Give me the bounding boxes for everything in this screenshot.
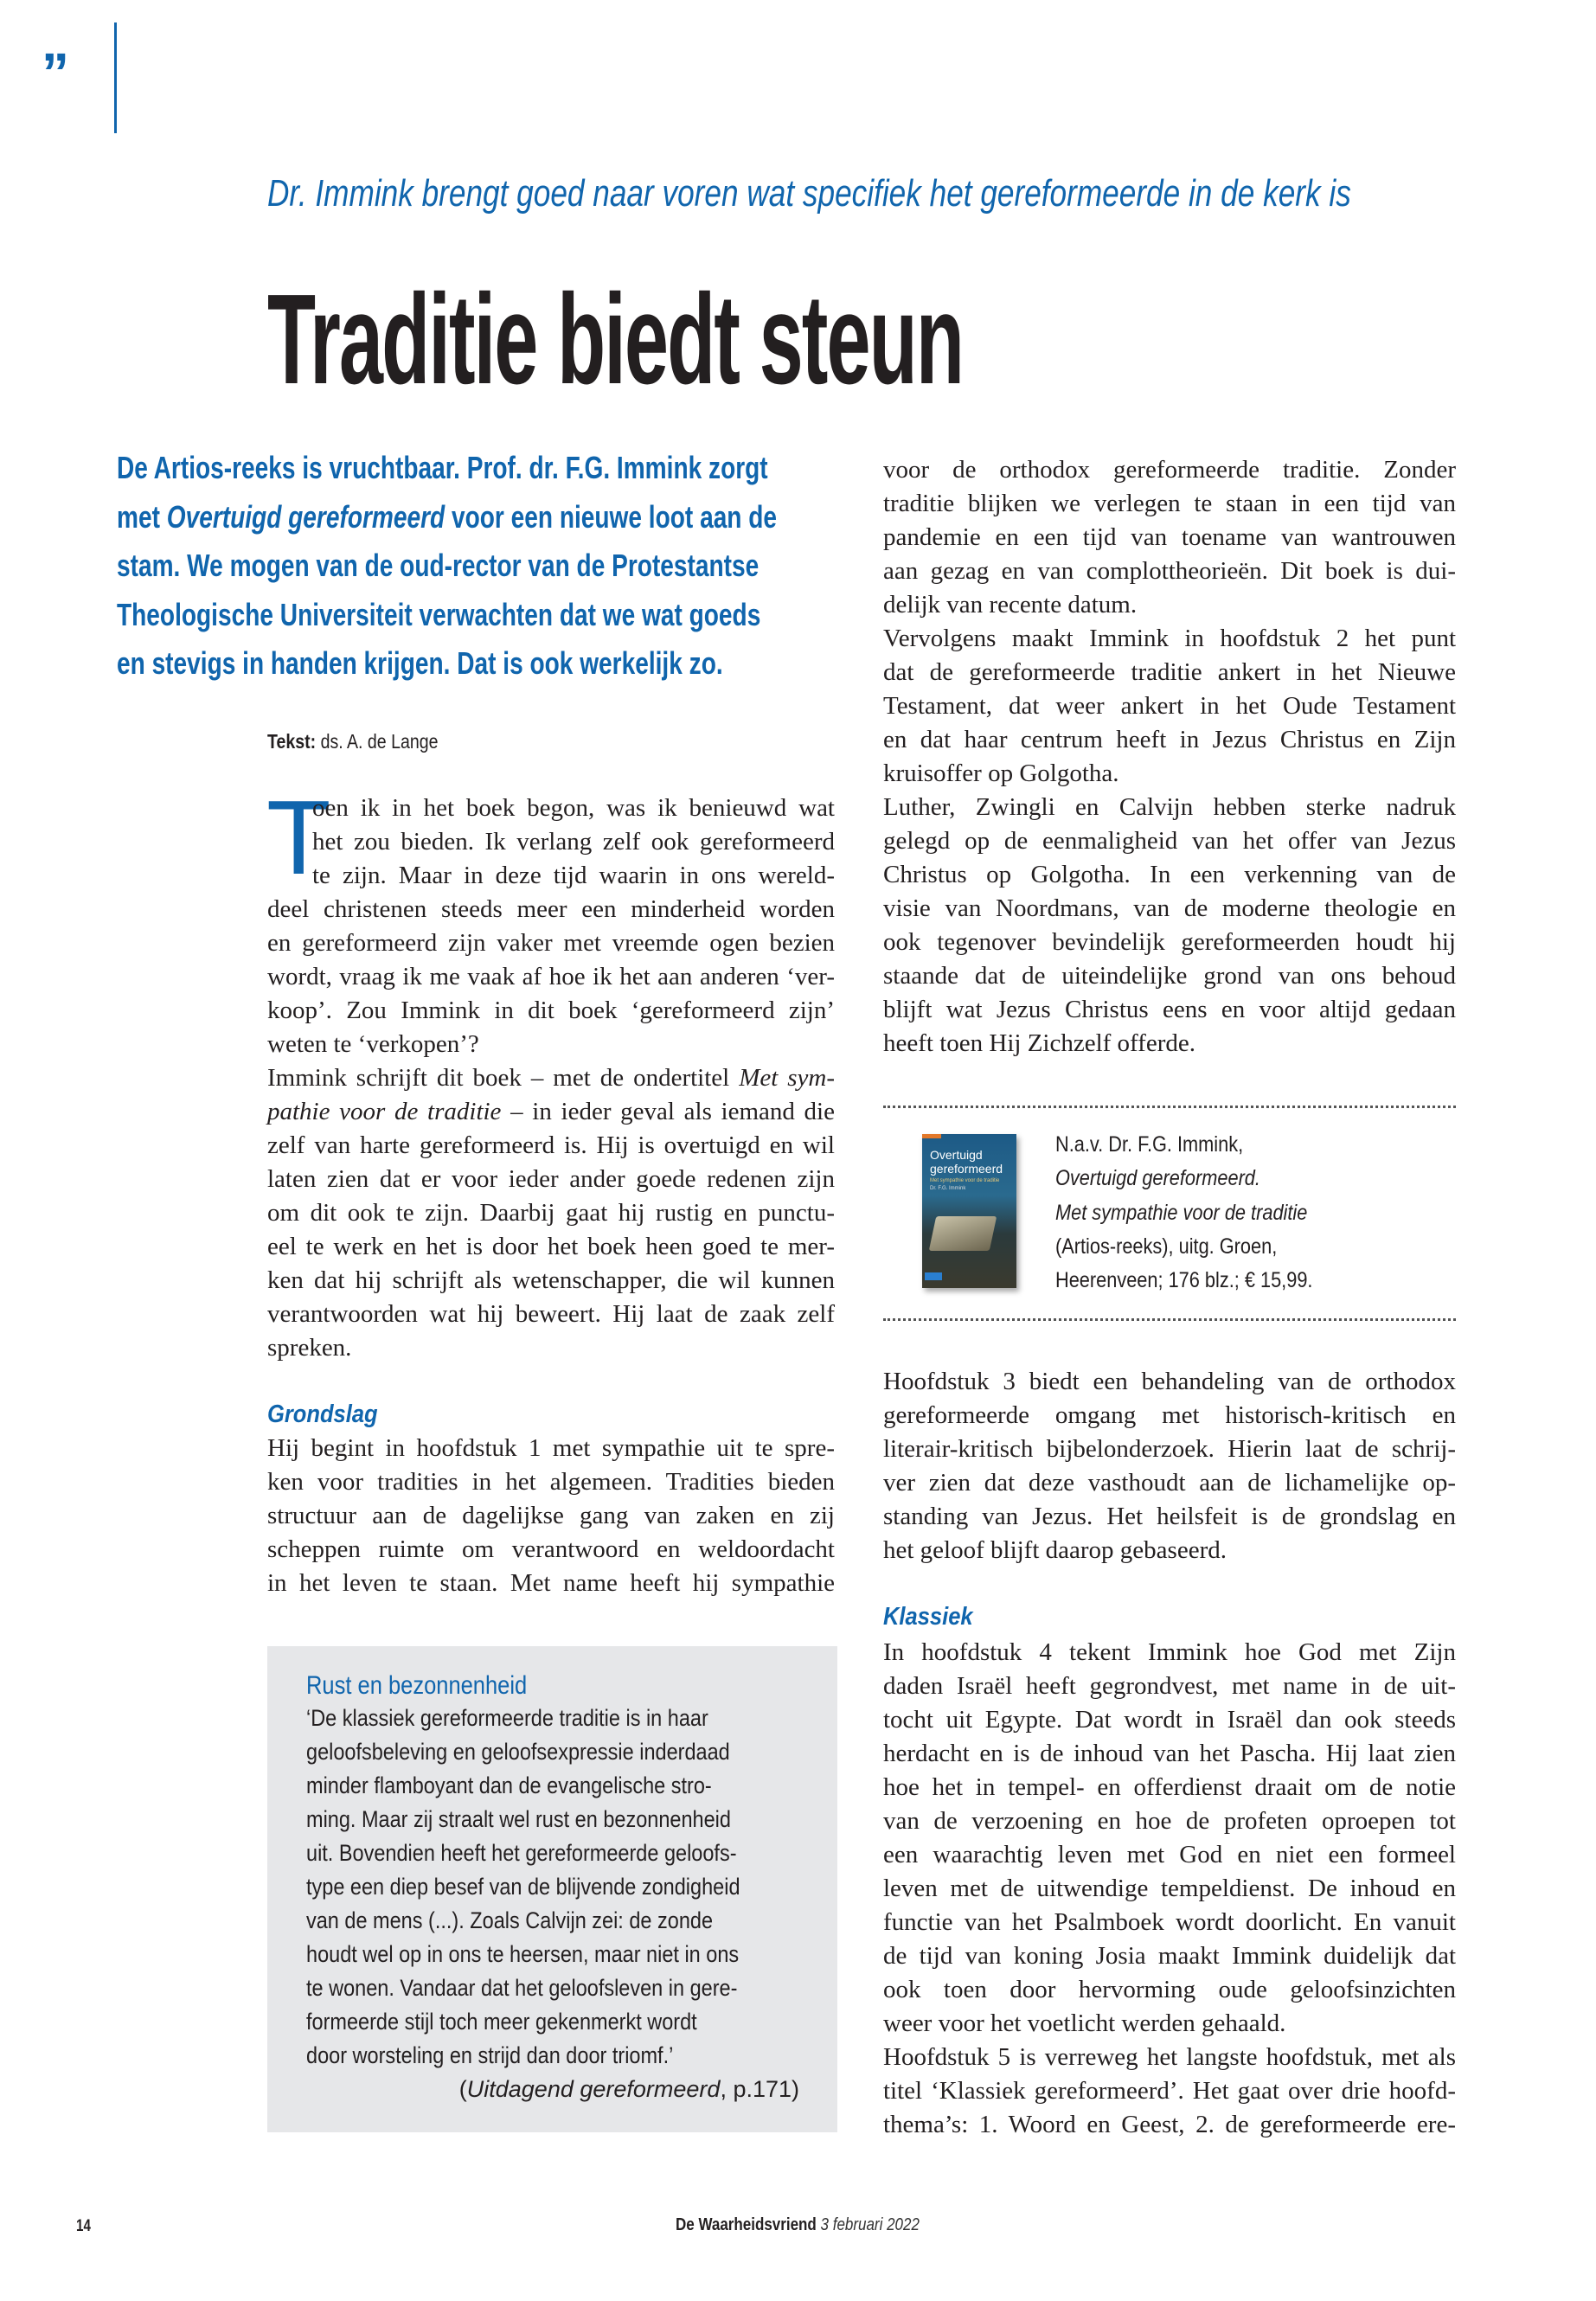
book-cover-image: [922, 1134, 1016, 1288]
text-line: dat de gereformeerde traditie ankert in het Nieuwe: [883, 658, 1456, 686]
byline-label: Tekst:: [267, 730, 317, 753]
paragraph: [883, 622, 1456, 791]
text-line: Luther, Zwingli en Calvijn hebben sterke nadruk: [883, 793, 1456, 821]
paragraph: [883, 2041, 1456, 2142]
text-line: minder flamboyant dan de evangelische stro-: [306, 1772, 712, 1798]
book-info-subtitle: Met sympathie voor de traditie: [1055, 1200, 1308, 1225]
paragraph: [883, 1636, 1456, 2041]
text-line: ook tegenover bevindelijk gereformeerden houdt hij: [883, 928, 1456, 956]
text-line: Testament, dat weer ankert in het Oude Testament: [883, 692, 1456, 720]
text-line: aan gezag en van complottheorieën. Dit boek is dui-: [883, 557, 1456, 585]
text-line: ken dat hij schrijft als wetenschapper, die wil kunnen: [267, 1266, 835, 1294]
quote-mark-icon: ”: [42, 42, 69, 104]
text-line: ‘De klassiek gereformeerde traditie is in haar: [306, 1705, 708, 1731]
paragraph: [267, 1432, 835, 1600]
text-line: om dit ook te zijn. Daarbij gaat hij rustig en punctu-: [267, 1199, 835, 1227]
right-column-body-2: [883, 1365, 1456, 1567]
text-line: ook toen door hervorming oude geloofsinzichten: [883, 1976, 1456, 2003]
text-line: Hij begint in hoofdstuk 1 met sympathie uit te spre-: [267, 1434, 835, 1462]
pull-quote-heading: Rust en bezonnenheid: [306, 1671, 528, 1700]
paragraph: [266, 779, 835, 1061]
text-line: visie van Noordmans, van de moderne theologie en: [883, 894, 1456, 922]
text-line: het zou bieden. Ik verlang zelf ook gereformeerd: [312, 828, 835, 856]
byline: [267, 728, 438, 754]
publication-date: 3 februari 2022: [820, 2215, 920, 2234]
text-line: Immink schrijft dit boek – met de ondertitel Met sym-: [267, 1064, 835, 1092]
text-line: koop’. Zou Immink in dit boek ‘gereformeerd zijn’: [267, 997, 835, 1024]
text-line: blijft wat Jezus Christus eens en voor altijd gedaan: [883, 996, 1456, 1023]
text-line: in het leven te staan. Met name heeft hij sympathie: [267, 1569, 835, 1597]
text-line: oen ik in het boek begon, was ik benieuwd wat: [312, 794, 835, 822]
paragraph: [267, 1061, 835, 1365]
grondslag-body: [267, 1432, 835, 1600]
text-line: Hoofdstuk 3 biedt een behandeling van de orthodox: [883, 1368, 1456, 1395]
text-line: scheppen ruimte om verantwoord en weldoordacht: [267, 1535, 835, 1563]
text-line: functie van het Psalmboek wordt doorlicht. En vanuit: [883, 1908, 1456, 1936]
footer-publication: [676, 2215, 920, 2235]
paragraph: [883, 1365, 1456, 1567]
book-info-author: N.a.v. Dr. F.G. Immink,: [1055, 1132, 1244, 1157]
section-heading-klassiek: Klassiek: [883, 1603, 973, 1631]
publication-name: De Waarheidsvriend: [676, 2215, 817, 2234]
decorative-rule: [114, 22, 117, 133]
text-line: van de verzoening en hoe de profeten oproepen tot: [883, 1807, 1456, 1835]
bible-illustration: [929, 1216, 997, 1251]
publisher-logo: [925, 1272, 942, 1280]
text-line: stam. We mogen van de oud-rector van de Protestantse: [117, 548, 760, 583]
text-line: en dat haar centrum heeft in Jezus Christus en Zijn: [883, 726, 1456, 753]
text-line: weer voor het voetlicht werden gehaald.: [883, 2009, 1286, 2037]
text-line: pathie voor de traditie – in ieder geval als iemand die: [267, 1098, 835, 1125]
page-number: 14: [76, 2217, 91, 2235]
text-line: te zijn. Maar in deze tijd waarin in ons wereld-: [312, 862, 835, 889]
text-line: thema’s: 1. Woord en Geest, 2. de gereformeerde ere-: [883, 2111, 1456, 2138]
book-info-publisher: (Artios-reeks), uitg. Groen,: [1055, 1234, 1278, 1259]
text-line: spreken.: [267, 1334, 352, 1362]
text-line: door worsteling en strijd dan door triomf.’: [306, 2042, 674, 2068]
paragraph: [883, 791, 1456, 1061]
klassiek-body: [883, 1636, 1456, 2142]
text-line: deel christenen steeds meer een minderheid worden: [267, 895, 835, 923]
text-line: Hoofdstuk 5 is verreweg het langste hoofdstuk, met als: [883, 2043, 1456, 2071]
italic-text: Met sym-: [739, 1064, 835, 1092]
text-line: In hoofdstuk 4 tekent Immink hoe God met Zijn: [883, 1638, 1456, 1666]
text-line: laten zien dat er voor ieder ander goede redenen zijn: [267, 1165, 835, 1193]
text-line: een waarachtig leven met God en niet een formeel: [883, 1841, 1456, 1868]
book-info: [1055, 1128, 1312, 1298]
source-open: (: [458, 2076, 467, 2102]
text-line: wordt, vraag ik me vaak af hoe ik het aan anderen ‘ver-: [267, 963, 835, 990]
left-column-body: [266, 779, 835, 1365]
text-line: heeft toen Hij Zichzelf offerde.: [883, 1029, 1195, 1057]
text-line: gereformeerde omgang met historisch-kritisch en: [883, 1401, 1456, 1429]
italic-text: Overtuigd gereformeerd: [166, 498, 445, 535]
book-info-title: Overtuigd gereformeerd.: [1055, 1166, 1260, 1191]
text-line: tocht uit Egypte. Dat wordt in Israël dan ook steeds: [883, 1706, 1456, 1734]
text-line: en gereformeerd zijn vaker met vreemde ogen bezien: [267, 929, 835, 957]
pull-quote-source: [306, 2073, 799, 2106]
text-line: titel ‘Klassiek gereformeerd’. Het gaat over drie hoofd-: [883, 2077, 1456, 2105]
text-line: het geloof blijft daarop gebaseerd.: [883, 1536, 1227, 1564]
book-info-details: Heerenveen; 176 blz.; € 15,99.: [1055, 1268, 1313, 1293]
text-line: ming. Maar zij straalt wel rust en bezonnenheid: [306, 1806, 731, 1832]
text-line: de tijd van koning Josia maakt Immink duidelijk dat: [883, 1942, 1456, 1970]
text-line: daden Israël heeft gegrondvest, met name in de uit-: [883, 1672, 1456, 1700]
drop-cap: T: [266, 779, 331, 896]
article-lead: [117, 444, 832, 689]
text-line: te wonen. Vandaar dat het geloofsleven in gere-: [306, 1975, 738, 2001]
cover-title: Overtuigd gereformeerd: [930, 1148, 1003, 1176]
right-column-body: [883, 453, 1456, 1061]
text-line: Vervolgens maakt Immink in hoofdstuk 2 het punt: [883, 625, 1456, 652]
text-line: leven met de uitwendige tempeldienst. De inhoud en: [883, 1875, 1456, 1902]
text-line: literair-kritisch bijbelonderzoek. Hierin laat de schrij-: [883, 1435, 1456, 1463]
article-kicker: Dr. Immink brengt goed naar voren wat specifiek het gereformeerde in de kerk is: [267, 172, 1351, 215]
text-line: verantwoorden wat hij beweert. Hij laat de zaak zelf: [267, 1300, 835, 1328]
pull-quote-text: [306, 1702, 788, 2073]
text-line: geloofsbeleving en geloofsexpressie inderdaad: [306, 1739, 730, 1765]
dotted-divider: [883, 1106, 1456, 1108]
source-title: Uitdagend gereformeerd: [466, 2076, 721, 2102]
paragraph: [883, 453, 1456, 622]
text-line: De Artios-reeks is vruchtbaar. Prof. dr. F.G. Immink zorgt: [117, 450, 768, 485]
source-close: , p.171): [720, 2076, 799, 2102]
article-title: Traditie biedt steun: [267, 268, 964, 411]
text-line: pandemie en een tijd van toename van wantrouwen: [883, 523, 1456, 551]
text-line: type een diep besef van de blijvende zondigheid: [306, 1874, 740, 1900]
text-line: hoe het in tempel- en offerdienst draait om de notie: [883, 1773, 1456, 1801]
text-line: met Overtuigd gereformeerd voor een nieuwe loot aan de: [117, 498, 778, 535]
text-line: gelegd op de eenmaligheid van het offer van Jezus: [883, 827, 1456, 855]
text-line: Theologische Universiteit verwachten dat we wat goeds: [117, 596, 761, 632]
text-line: staande dat de uiteindelijke grond van ons behoud: [883, 962, 1456, 990]
text-line: standing van Jezus. Het heilsfeit is de grondslag en: [883, 1503, 1456, 1530]
text-line: houdt wel op in ons te heersen, maar niet in ons: [306, 1941, 740, 1967]
text-line: ken voor tradities in het algemeen. Tradities bieden: [267, 1468, 835, 1496]
text-line: van de mens (...). Zoals Calvijn zei: de zonde: [306, 1907, 714, 1933]
text-line: structuur aan de dagelijkse gang van zaken en zij: [267, 1502, 835, 1529]
text-line: formeerde stijl toch meer gekenmerkt wordt: [306, 2009, 697, 2035]
text-line: eel te werk en het is door het boek heen goed te mer-: [267, 1233, 835, 1260]
section-heading-grondslag: Grondslag: [267, 1400, 378, 1428]
text-line: delijk van recente datum.: [883, 591, 1138, 619]
dotted-divider: [883, 1318, 1456, 1321]
text-line: uit. Bovendien heeft het gereformeerde geloofs-: [306, 1840, 737, 1866]
text-line: en stevigs in handen krijgen. Dat is ook werkelijk zo.: [117, 645, 723, 681]
text-line: weten te ‘verkopen’?: [267, 1030, 479, 1058]
italic-text: pathie voor de traditie: [267, 1098, 502, 1125]
byline-author: ds. A. de Lange: [316, 730, 439, 753]
text-line: zelf van harte gereformeerd is. Hij is overtuigd en wil: [267, 1131, 835, 1159]
text-line: Christus op Golgotha. In een verkenning van de: [883, 861, 1456, 888]
text-line: herdacht en is de inhoud van het Pascha. Hij laat zien: [883, 1740, 1456, 1767]
text-line: ver zien dat deze vasthoudt aan de lichamelijke op-: [883, 1469, 1456, 1497]
text-line: kruisoffer op Golgotha.: [883, 760, 1119, 787]
text-line: traditie blijken we verlegen te staan in een tijd van: [883, 490, 1456, 517]
text-line: voor de orthodox gereformeerde traditie. Zonder: [883, 456, 1456, 484]
cover-author: Dr. F.G. Immink: [930, 1186, 966, 1191]
cover-subtitle: Met sympathie voor de traditie: [930, 1178, 1000, 1183]
